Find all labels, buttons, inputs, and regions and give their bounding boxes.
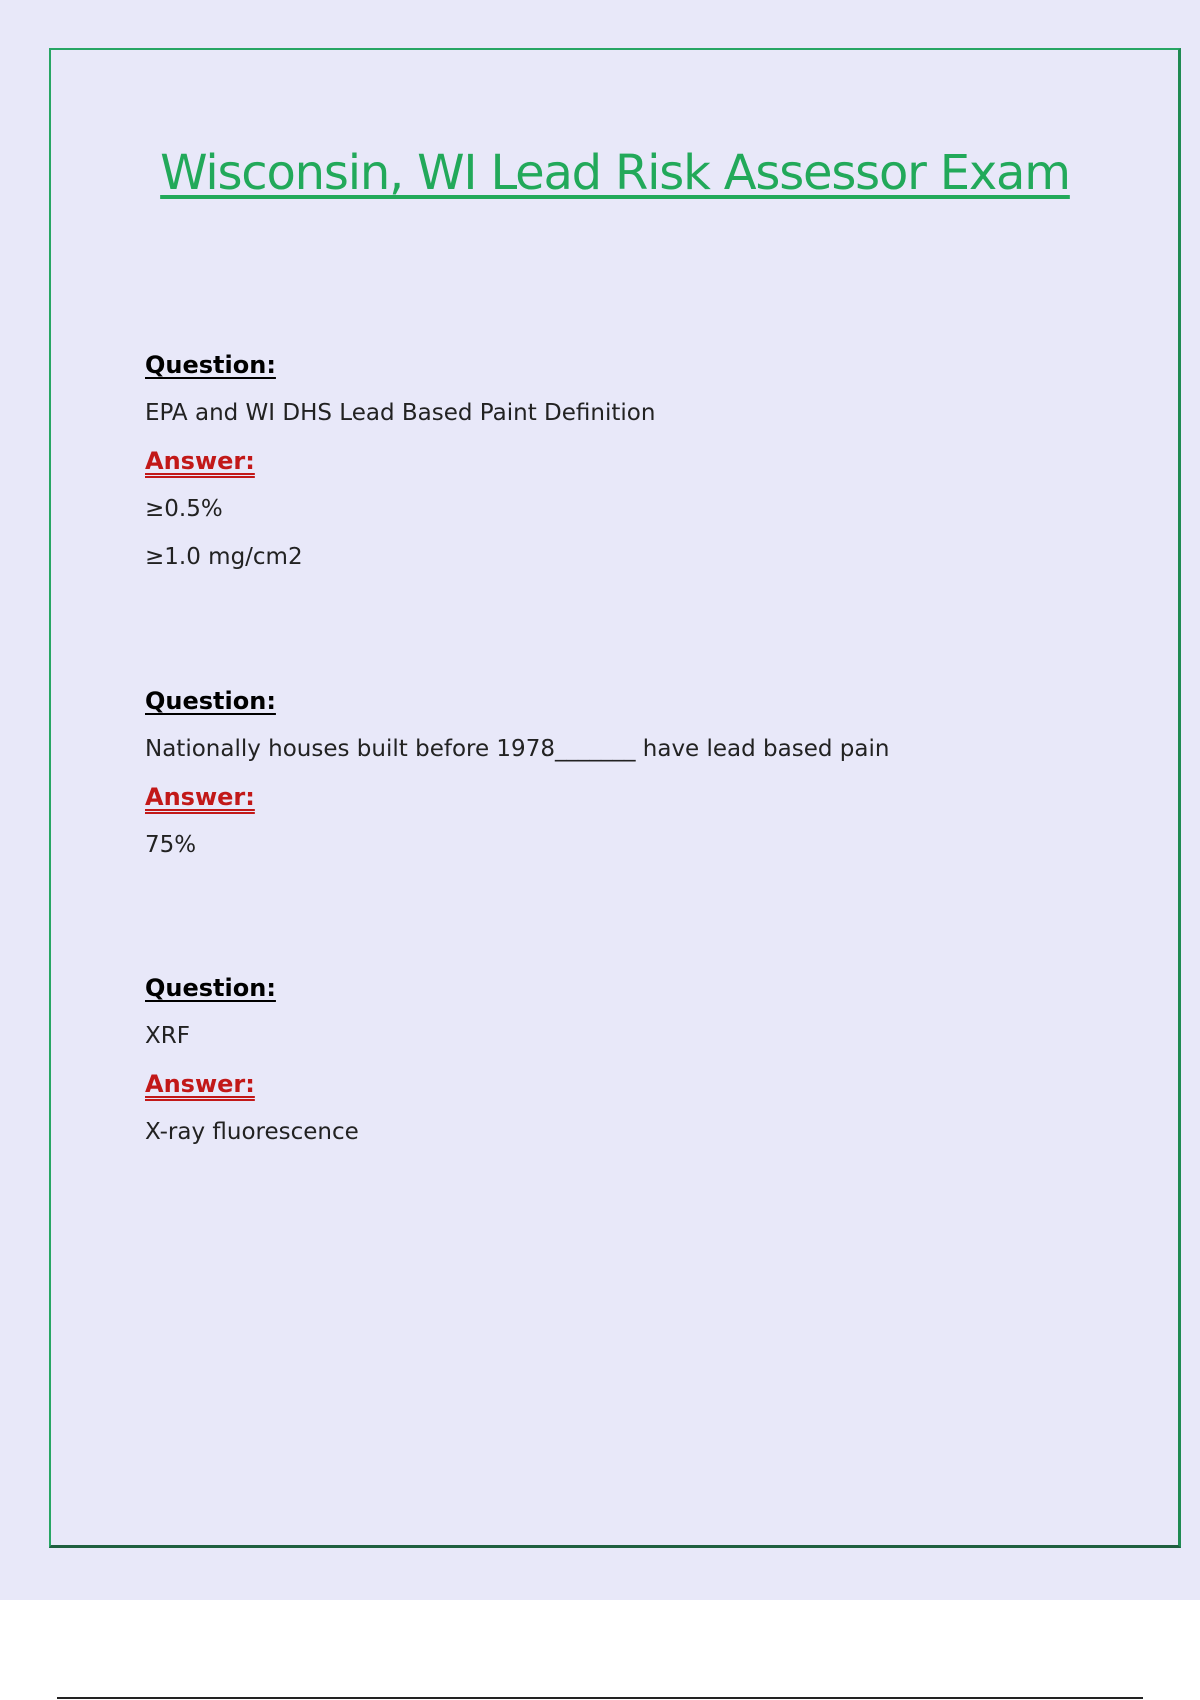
footer-divider xyxy=(57,1697,1143,1699)
answer-text: ≥0.5% xyxy=(145,496,223,522)
answer-text: 75% xyxy=(145,832,197,858)
qa-item-1 xyxy=(145,341,1145,581)
answer-text: ≥1.0 mg/cm2 xyxy=(145,544,303,570)
qa-item-2 xyxy=(145,677,1145,869)
answer-label: Answer: xyxy=(145,447,255,475)
question-label: Question: xyxy=(145,687,276,715)
document-title xyxy=(49,138,1181,208)
qa-item-3 xyxy=(145,964,1145,1156)
question-label: Question: xyxy=(145,351,276,379)
answer-label: Answer: xyxy=(145,783,255,811)
answer-label: Answer: xyxy=(145,1070,255,1098)
question-label: Question: xyxy=(145,974,276,1002)
question-text: EPA and WI DHS Lead Based Paint Definition xyxy=(145,400,656,426)
question-text: Nationally houses built before 1978_______ have lead based pain xyxy=(145,736,890,762)
answer-text: X-ray fluorescence xyxy=(145,1119,359,1145)
question-text: XRF xyxy=(145,1023,190,1049)
document-title-text: Wisconsin, WI Lead Risk Assessor Exam xyxy=(160,145,1070,201)
